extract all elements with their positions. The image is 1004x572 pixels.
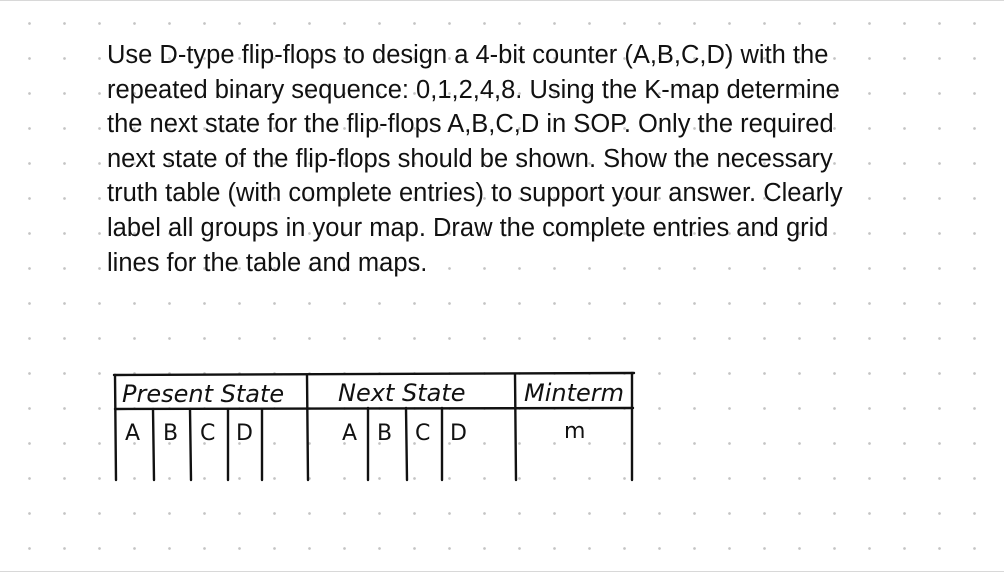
question-line: Use D-type flip-flops to design a 4-bit counter (A,B,C,D) with the	[107, 41, 829, 69]
next-col-b: B	[377, 421, 393, 446]
present-state-header: Present State	[122, 380, 285, 408]
next-minterm-divider	[515, 374, 516, 480]
question-line: next state of the flip-flops should be shown. Show the necessary	[107, 144, 833, 173]
present-col-c: C	[200, 421, 216, 446]
next-col-a: A	[342, 421, 358, 446]
next-col-divider	[406, 408, 407, 480]
question-text	[107, 38, 967, 280]
next-state-header: Next State	[338, 379, 466, 407]
truth-table-sketch	[112, 368, 642, 488]
next-col-c: C	[415, 421, 431, 446]
minterm-header: Minterm	[524, 379, 625, 407]
question-line: truth table (with complete entries) to support your answer. Clearly	[107, 179, 843, 208]
next-col-d: D	[450, 421, 467, 446]
present-col-a: A	[125, 421, 141, 446]
question-line: repeated binary sequence: 0,1,2,4,8. Using the K-map determine	[107, 75, 840, 104]
table-header-divider	[115, 408, 633, 409]
present-col-divider	[153, 409, 154, 480]
minterm-col-m: m	[564, 419, 586, 444]
question-line: label all groups in your map. Draw the complete entries and grid	[107, 213, 829, 242]
present-col-divider	[190, 409, 191, 480]
top-border	[0, 0, 1004, 1]
question-line: lines for the table and maps.	[107, 248, 428, 277]
question-line: the next state for the flip-flops A,B,C,D in SOP. Only the required	[107, 110, 834, 139]
present-next-divider	[307, 375, 308, 480]
table-left-border	[115, 375, 116, 480]
present-col-b: B	[163, 421, 179, 446]
table-top-border	[114, 373, 634, 375]
present-col-d: D	[236, 421, 253, 446]
